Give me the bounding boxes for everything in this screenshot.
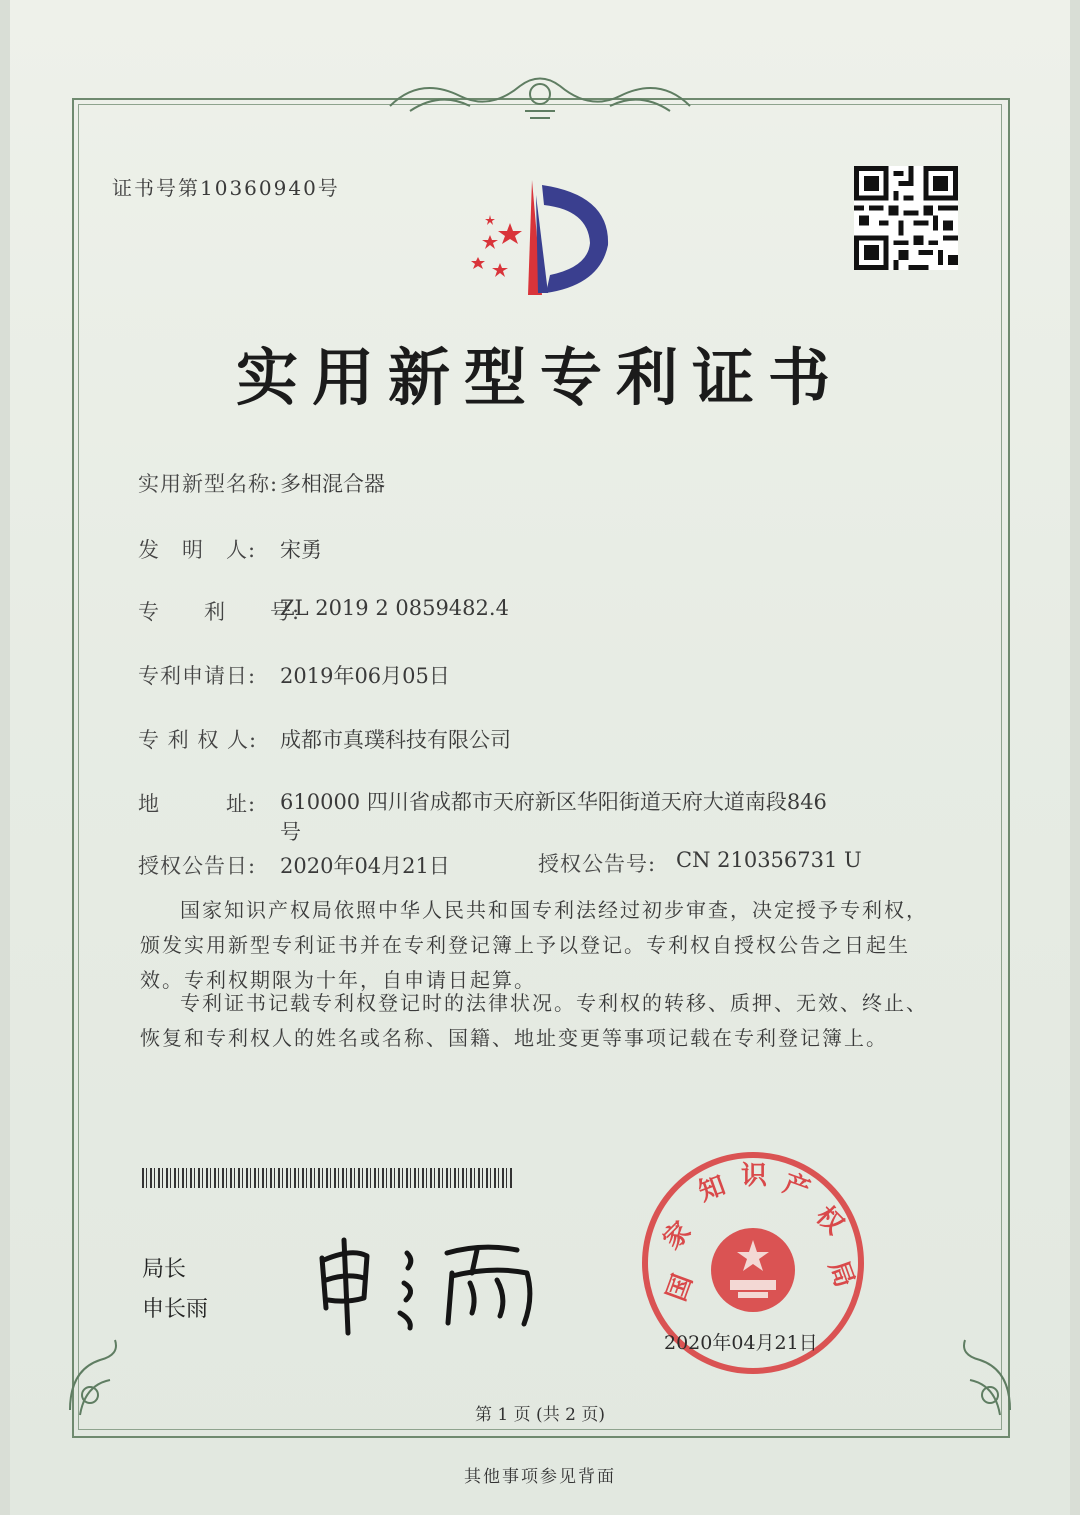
barcode xyxy=(142,1168,512,1188)
top-ornament-icon xyxy=(380,66,700,126)
patent-number-value: ZL 2019 2 0859482.4 xyxy=(280,596,509,620)
patent-office-logo-icon xyxy=(460,175,620,300)
certificate-number: 证书号第10360940号 xyxy=(112,176,340,200)
svg-text:识: 识 xyxy=(741,1161,768,1191)
patentee-label: 专 利 权 人: xyxy=(138,728,258,752)
body-paragraph-2: 专利证书记载专利权登记时的法律状况。专利权的转移、质押、无效、终止、恢复和专利权人的姓名或名称、国籍、地址变更等事项记载在专利登记簿上。 xyxy=(140,991,928,1050)
svg-text:国: 国 xyxy=(661,1270,699,1306)
svg-text:产: 产 xyxy=(779,1168,814,1206)
page-title: 实用新型专利证书 xyxy=(235,341,844,414)
grant-date-label: 授权公告日: xyxy=(138,854,257,878)
utility-name-label: 实用新型名称: xyxy=(138,472,279,496)
svg-text:权: 权 xyxy=(809,1200,850,1241)
address-line-1: 610000 四川省成都市天府新区华阳街道天府大道南段846 xyxy=(280,790,827,814)
back-note: 其他事项参见背面 xyxy=(464,1467,616,1487)
body-paragraph-1: 国家知识产权局依照中华人民共和国专利法经过初步审查，决定授予专利权，颁发实用新型专利证书并在专利登记簿上予以登记。专利权自授权公告之日起生效。专利权期限为十年，自申请日起算。 xyxy=(140,898,928,992)
grant-date-value: 2020年04月21日 xyxy=(280,854,450,878)
inventor-value: 宋勇 xyxy=(280,538,322,562)
grant-number-value: CN 210356731 U xyxy=(676,848,862,872)
patentee-value: 成都市真璞科技有限公司 xyxy=(280,728,511,752)
address-label: 地 址: xyxy=(138,792,257,816)
utility-name-value: 多相混合器 xyxy=(280,472,385,496)
svg-text:局: 局 xyxy=(822,1256,860,1292)
handwritten-signature xyxy=(312,1228,542,1338)
patent-number-label: 专 利 号: xyxy=(138,600,301,624)
svg-text:家: 家 xyxy=(657,1216,698,1256)
grant-number-label: 授权公告号: xyxy=(538,852,657,876)
seal-date: 2020年04月21日 xyxy=(664,1332,818,1354)
qr-code xyxy=(854,166,958,270)
svg-text:知: 知 xyxy=(694,1170,730,1208)
director-title: 局长 xyxy=(142,1257,187,1282)
application-date-label: 专利申请日: xyxy=(138,664,257,688)
application-date-value: 2019年06月05日 xyxy=(280,664,450,688)
director-name: 申长雨 xyxy=(142,1297,209,1322)
inventor-label: 发 明 人: xyxy=(138,538,257,562)
address-line-2: 号 xyxy=(280,820,301,844)
page-number: 第 1 页 (共 2 页) xyxy=(475,1405,605,1425)
